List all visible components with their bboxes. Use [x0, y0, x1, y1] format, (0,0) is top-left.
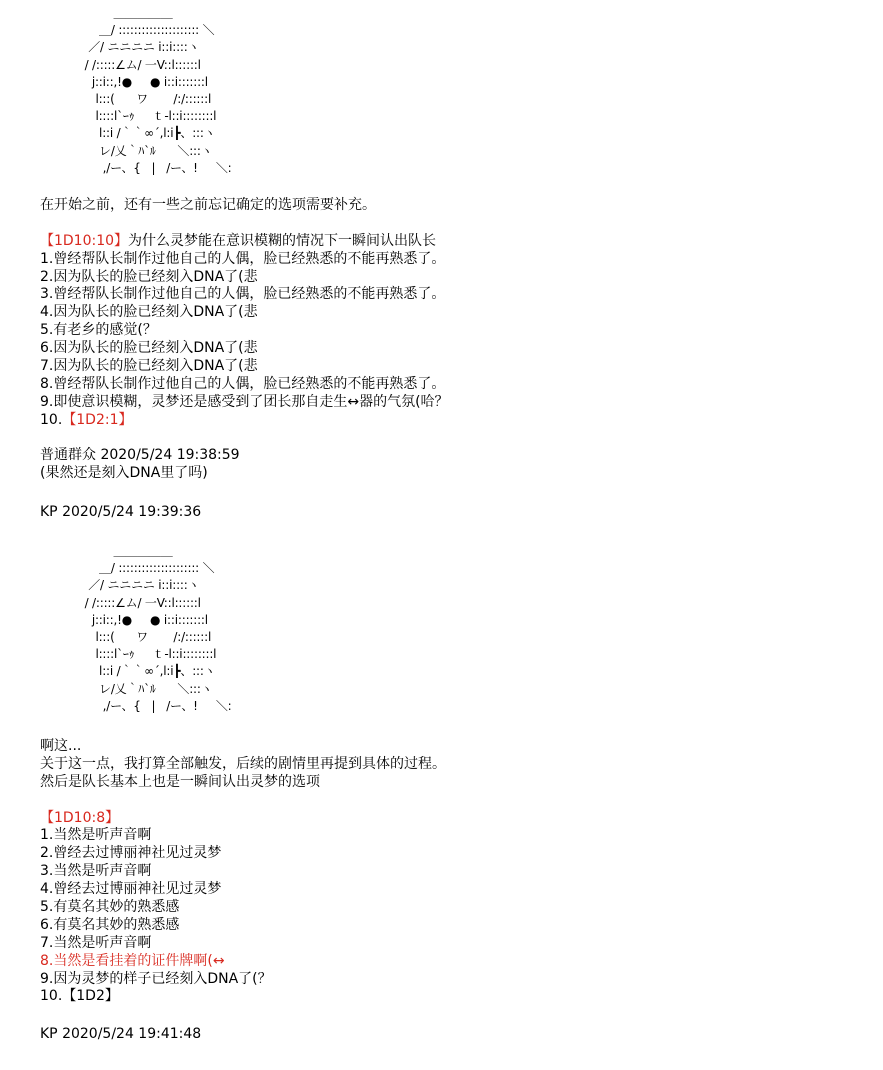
- ascii-art-reimu-2: ＿＿＿＿＿ ＿/ ::::::::::::::::::::: ＼ ／/ ニニニニ i::i::::ヽ / /:::::∠ム/ 一V::l::::::l j::i::,!● ● i::i:::::::l l:::( ワ /:/::::::l l::::l`ｰｩ ｔ-l::i::::::::l l::i /｀｀∞´,l:i┣、:::ヽ レ/乂｀ﾊ`ﾙ ＼:::ヽ ,/ー、{ | /ー、! ＼:: [84, 544, 232, 713]
- comment-timestamp: 2020/5/24 19:38:59: [100, 447, 240, 464]
- dice-roll-tag-2: 【1D10:8】: [40, 809, 120, 826]
- option-3: 3.曾经帮队长制作过他自己的人偶，脸已经熟悉的不能再熟悉了。: [40, 286, 446, 303]
- option-10-roll-tag: 【1D2:1】: [62, 411, 133, 428]
- reply-line-1: 啊这...: [40, 738, 82, 754]
- option-6: 6.因为队长的脸已经刻入DNA了(悲: [40, 340, 258, 357]
- comment-header: [40, 447, 449, 465]
- option-7: 7.因为队长的脸已经刻入DNA了(悲: [40, 358, 258, 375]
- intro-text: 在开始之前，还有一些之前忘记确定的选项需要补充。: [40, 197, 376, 213]
- option-9: 9.即使意识模糊，灵梦还是感受到了团长那自走生↔器的气氛(哈？: [40, 393, 449, 410]
- option-10: 10.【1D2】: [40, 988, 119, 1005]
- option-5: 5.有莫名其妙的熟悉感: [40, 899, 180, 916]
- kp-signature-1: KP 2020/5/24 19:39:36: [40, 504, 202, 520]
- reply-line-3: 然后是队长基本上也是一瞬间认出灵梦的选项: [40, 773, 320, 790]
- reply-line-2: 关于这一点，我打算全部触发，后续的剧情里再提到具体的过程。: [40, 755, 446, 772]
- option-1: 1.曾经帮队长制作过他自己的人偶，脸已经熟悉的不能再熟悉了。: [40, 250, 446, 267]
- post-section-2: [40, 738, 446, 1006]
- roll-question: [40, 233, 449, 251]
- ascii-art-reimu-1: ＿＿＿＿＿ ＿/ ::::::::::::::::::::: ＼ ／/ ニニニニ i::i::::ヽ / /:::::∠ム/ 一V::l::::::l j::i::,!● ● i::i:::::::l l:::( ワ /:/::::::l l::::l`ｰｩ ｔ-l::i::::::::l l::i /｀｀∞´,l:i┣、:::ヽ レ/乂｀ﾊ`ﾙ ＼:::ヽ ,/ー、{ | /ー、! ＼:: [84, 6, 232, 175]
- option-7: 7.当然是听声音啊: [40, 934, 152, 951]
- kp-signature-2: KP 2020/5/24 19:41:48: [40, 1026, 202, 1042]
- option-5: 5.有老乡的感觉(？: [40, 322, 157, 339]
- comment-text: (果然还是刻入DNA里了吗): [40, 465, 208, 482]
- option-4: 4.因为队长的脸已经刻入DNA了(悲: [40, 304, 258, 321]
- option-9: 9.因为灵梦的样子已经刻入DNA了(？: [40, 970, 272, 987]
- comment-author: 普通群众: [40, 447, 96, 464]
- option-10: [40, 412, 449, 430]
- post-section-1: [40, 197, 449, 483]
- option-4: 4.曾经去过博丽神社见过灵梦: [40, 881, 222, 898]
- option-3: 3.当然是听声音啊: [40, 863, 152, 880]
- option-6: 6.有莫名其妙的熟悉感: [40, 916, 180, 933]
- option-8: 8.曾经帮队长制作过他自己的人偶，脸已经熟悉的不能再熟悉了。: [40, 375, 446, 392]
- option-1: 1.当然是听声音啊: [40, 827, 152, 844]
- dice-roll-tag: 【1D10:10】: [40, 232, 129, 249]
- question-text: 为什么灵梦能在意识模糊的情况下一瞬间认出队长: [128, 232, 437, 249]
- option-10-prefix: 10.: [40, 411, 63, 428]
- selected-option-8: 8.当然是看挂着的证件牌啊(↔: [40, 952, 225, 969]
- option-2: 2.因为队长的脸已经刻入DNA了(悲: [40, 268, 258, 285]
- option-2: 2.曾经去过博丽神社见过灵梦: [40, 845, 222, 862]
